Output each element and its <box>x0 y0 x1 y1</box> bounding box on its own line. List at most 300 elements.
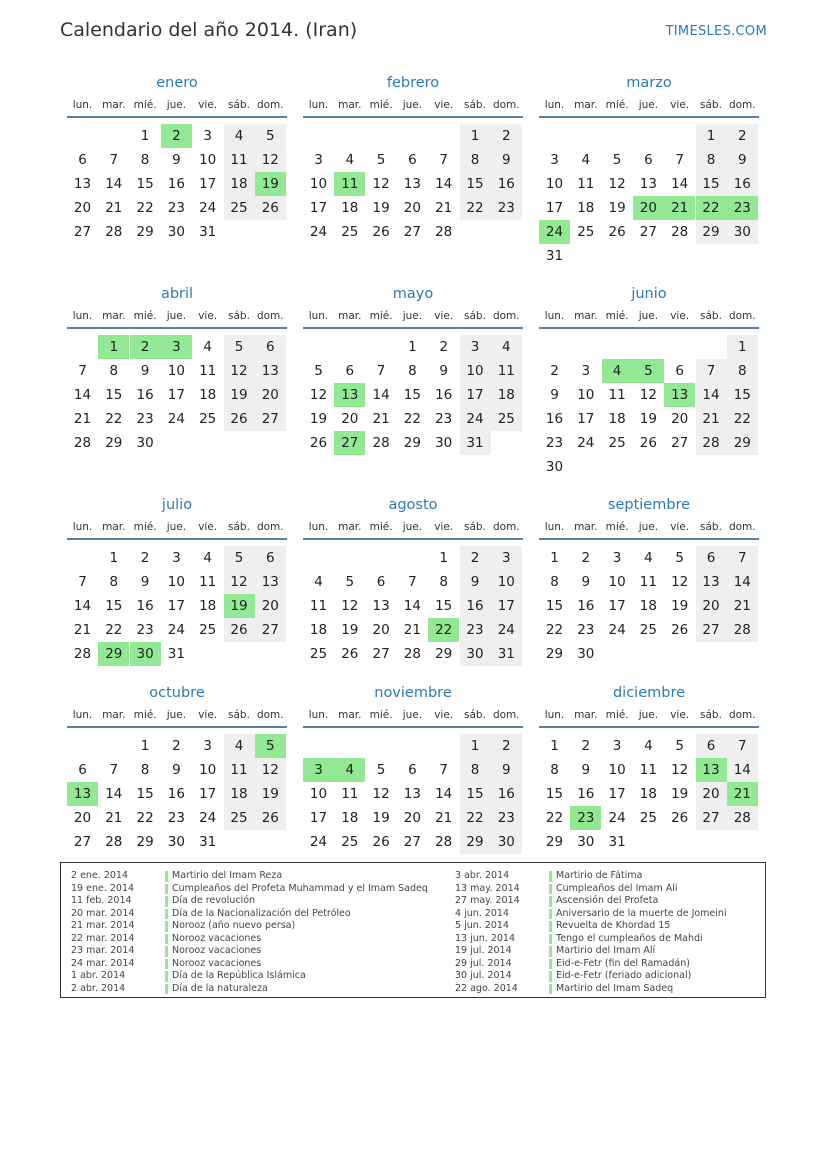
day-cell[interactable]: 31 <box>608 833 626 850</box>
day-cell[interactable]: 15 <box>696 172 727 196</box>
day-cell[interactable]: 15 <box>136 785 154 802</box>
day-cell[interactable]: 1 <box>460 124 491 148</box>
day-cell[interactable]: 30 <box>136 434 154 451</box>
day-cell[interactable]: 11 <box>199 362 217 379</box>
day-cell[interactable]: 17 <box>491 594 522 618</box>
day-cell[interactable]: 21 <box>372 410 390 427</box>
holiday-day-cell[interactable]: 1 <box>98 335 129 359</box>
day-cell[interactable]: 8 <box>696 148 727 172</box>
day-cell[interactable]: 1 <box>439 550 448 566</box>
day-cell[interactable]: 3 <box>314 151 323 168</box>
day-cell[interactable]: 25 <box>491 407 522 431</box>
day-cell[interactable]: 17 <box>309 809 328 826</box>
day-cell[interactable]: 5 <box>612 151 622 168</box>
day-cell[interactable]: 9 <box>550 386 559 403</box>
day-cell[interactable]: 26 <box>309 434 328 451</box>
day-cell[interactable]: 11 <box>608 386 626 403</box>
day-cell[interactable]: 12 <box>608 175 626 192</box>
day-cell[interactable]: 28 <box>73 434 92 451</box>
day-cell[interactable]: 12 <box>671 761 689 778</box>
day-cell[interactable]: 10 <box>608 573 626 590</box>
day-cell[interactable]: 30 <box>577 645 595 662</box>
day-cell[interactable]: 2 <box>491 124 522 148</box>
holiday-day-cell[interactable]: 19 <box>255 172 286 196</box>
day-cell[interactable]: 17 <box>608 785 626 802</box>
day-cell[interactable]: 4 <box>581 151 591 168</box>
day-cell[interactable]: 22 <box>105 621 123 638</box>
day-cell[interactable]: 21 <box>105 809 123 826</box>
day-cell[interactable]: 3 <box>612 738 622 754</box>
day-cell[interactable]: 19 <box>309 410 328 427</box>
holiday-day-cell[interactable]: 20 <box>633 196 664 220</box>
day-cell[interactable]: 16 <box>491 172 522 196</box>
day-cell[interactable]: 29 <box>136 833 154 850</box>
day-cell[interactable]: 9 <box>491 758 522 782</box>
day-cell[interactable]: 23 <box>545 434 564 451</box>
day-cell[interactable]: 11 <box>639 573 657 590</box>
day-cell[interactable]: 7 <box>408 573 417 590</box>
day-cell[interactable]: 10 <box>309 785 328 802</box>
day-cell[interactable]: 10 <box>199 151 217 168</box>
day-cell[interactable]: 3 <box>460 335 491 359</box>
day-cell[interactable]: 9 <box>439 362 448 379</box>
day-cell[interactable]: 24 <box>167 621 185 638</box>
day-cell[interactable]: 8 <box>550 573 559 590</box>
holiday-day-cell[interactable]: 2 <box>161 124 192 148</box>
day-cell[interactable]: 16 <box>136 386 154 403</box>
day-cell[interactable]: 1 <box>140 128 150 144</box>
day-cell[interactable]: 10 <box>608 761 626 778</box>
day-cell[interactable]: 31 <box>199 223 217 240</box>
day-cell[interactable]: 29 <box>545 833 564 850</box>
day-cell[interactable]: 23 <box>577 621 595 638</box>
holiday-day-cell[interactable]: 5 <box>255 734 286 758</box>
holiday-day-cell[interactable]: 11 <box>334 172 365 196</box>
holiday-day-cell[interactable]: 13 <box>67 782 98 806</box>
day-cell[interactable]: 26 <box>255 806 286 830</box>
day-cell[interactable]: 13 <box>403 785 421 802</box>
day-cell[interactable]: 27 <box>255 407 286 431</box>
day-cell[interactable]: 6 <box>376 573 386 590</box>
day-cell[interactable]: 18 <box>608 410 626 427</box>
day-cell[interactable]: 12 <box>309 386 328 403</box>
day-cell[interactable]: 28 <box>435 223 453 240</box>
day-cell[interactable]: 13 <box>73 175 92 192</box>
day-cell[interactable]: 1 <box>727 335 758 359</box>
day-cell[interactable]: 10 <box>545 175 564 192</box>
day-cell[interactable]: 11 <box>639 761 657 778</box>
holiday-day-cell[interactable]: 29 <box>98 642 129 666</box>
day-cell[interactable]: 9 <box>581 573 591 590</box>
holiday-day-cell[interactable]: 13 <box>664 383 695 407</box>
day-cell[interactable]: 4 <box>203 339 212 355</box>
day-cell[interactable]: 26 <box>671 621 689 638</box>
day-cell[interactable]: 21 <box>403 621 421 638</box>
day-cell[interactable]: 4 <box>644 738 653 754</box>
day-cell[interactable]: 16 <box>136 597 154 614</box>
day-cell[interactable]: 7 <box>376 362 386 379</box>
day-cell[interactable]: 18 <box>639 785 657 802</box>
day-cell[interactable]: 23 <box>491 806 522 830</box>
day-cell[interactable]: 28 <box>727 618 758 642</box>
day-cell[interactable]: 4 <box>491 335 522 359</box>
day-cell[interactable]: 21 <box>696 407 727 431</box>
day-cell[interactable]: 23 <box>435 410 453 427</box>
day-cell[interactable]: 6 <box>255 335 286 359</box>
day-cell[interactable]: 2 <box>727 124 758 148</box>
day-cell[interactable]: 23 <box>167 809 185 826</box>
day-cell[interactable]: 28 <box>372 434 390 451</box>
day-cell[interactable]: 31 <box>167 645 185 662</box>
day-cell[interactable]: 27 <box>73 833 92 850</box>
day-cell[interactable]: 27 <box>671 434 689 451</box>
day-cell[interactable]: 7 <box>109 151 119 168</box>
day-cell[interactable]: 18 <box>577 199 595 216</box>
day-cell[interactable]: 11 <box>309 597 328 614</box>
day-cell[interactable]: 9 <box>491 148 522 172</box>
day-cell[interactable]: 3 <box>491 546 522 570</box>
day-cell[interactable]: 2 <box>581 738 591 754</box>
day-cell[interactable]: 13 <box>372 597 390 614</box>
day-cell[interactable]: 8 <box>140 761 150 778</box>
day-cell[interactable]: 16 <box>491 782 522 806</box>
day-cell[interactable]: 24 <box>309 833 328 850</box>
day-cell[interactable]: 1 <box>550 550 559 566</box>
day-cell[interactable]: 21 <box>105 199 123 216</box>
day-cell[interactable]: 12 <box>372 785 390 802</box>
holiday-day-cell[interactable]: 13 <box>334 383 365 407</box>
day-cell[interactable]: 30 <box>167 223 185 240</box>
day-cell[interactable]: 7 <box>439 151 448 168</box>
day-cell[interactable]: 5 <box>314 362 323 379</box>
day-cell[interactable]: 24 <box>608 809 626 826</box>
day-cell[interactable]: 9 <box>727 148 758 172</box>
day-cell[interactable]: 22 <box>136 809 154 826</box>
day-cell[interactable]: 17 <box>167 386 185 403</box>
day-cell[interactable]: 15 <box>136 175 154 192</box>
day-cell[interactable]: 26 <box>372 223 390 240</box>
day-cell[interactable]: 2 <box>460 546 491 570</box>
day-cell[interactable]: 25 <box>639 621 657 638</box>
day-cell[interactable]: 24 <box>608 621 626 638</box>
day-cell[interactable]: 18 <box>224 172 255 196</box>
day-cell[interactable]: 13 <box>696 570 727 594</box>
day-cell[interactable]: 16 <box>545 410 564 427</box>
day-cell[interactable]: 17 <box>167 597 185 614</box>
day-cell[interactable]: 5 <box>255 124 286 148</box>
day-cell[interactable]: 7 <box>109 761 119 778</box>
day-cell[interactable]: 11 <box>491 359 522 383</box>
day-cell[interactable]: 1 <box>140 738 150 754</box>
day-cell[interactable]: 7 <box>78 362 87 379</box>
day-cell[interactable]: 14 <box>435 785 453 802</box>
day-cell[interactable]: 5 <box>224 335 255 359</box>
day-cell[interactable]: 15 <box>105 386 123 403</box>
day-cell[interactable]: 22 <box>403 410 421 427</box>
day-cell[interactable]: 6 <box>78 151 87 168</box>
day-cell[interactable]: 8 <box>460 758 491 782</box>
day-cell[interactable]: 13 <box>255 570 286 594</box>
holiday-day-cell[interactable]: 21 <box>664 196 695 220</box>
day-cell[interactable]: 9 <box>581 761 591 778</box>
day-cell[interactable]: 5 <box>675 550 684 566</box>
day-cell[interactable]: 14 <box>727 570 758 594</box>
holiday-day-cell[interactable]: 21 <box>727 782 758 806</box>
day-cell[interactable]: 29 <box>545 645 564 662</box>
day-cell[interactable]: 7 <box>727 546 758 570</box>
day-cell[interactable]: 14 <box>372 386 390 403</box>
day-cell[interactable]: 28 <box>73 645 92 662</box>
day-cell[interactable]: 16 <box>167 785 185 802</box>
day-cell[interactable]: 30 <box>167 833 185 850</box>
day-cell[interactable]: 7 <box>439 761 448 778</box>
day-cell[interactable]: 19 <box>671 597 689 614</box>
day-cell[interactable]: 7 <box>78 573 87 590</box>
day-cell[interactable]: 7 <box>727 734 758 758</box>
day-cell[interactable]: 14 <box>696 383 727 407</box>
day-cell[interactable]: 9 <box>460 570 491 594</box>
day-cell[interactable]: 5 <box>675 738 684 754</box>
day-cell[interactable]: 2 <box>439 339 448 355</box>
day-cell[interactable]: 22 <box>545 621 564 638</box>
day-cell[interactable]: 23 <box>136 621 154 638</box>
day-cell[interactable]: 30 <box>460 642 491 666</box>
holiday-day-cell[interactable]: 3 <box>161 335 192 359</box>
day-cell[interactable]: 15 <box>435 597 453 614</box>
day-cell[interactable]: 26 <box>224 618 255 642</box>
day-cell[interactable]: 24 <box>199 809 217 826</box>
day-cell[interactable]: 26 <box>608 223 626 240</box>
day-cell[interactable]: 14 <box>73 597 92 614</box>
day-cell[interactable]: 14 <box>403 597 421 614</box>
day-cell[interactable]: 8 <box>408 362 417 379</box>
day-cell[interactable]: 19 <box>639 410 657 427</box>
day-cell[interactable]: 19 <box>608 199 626 216</box>
day-cell[interactable]: 13 <box>403 175 421 192</box>
day-cell[interactable]: 14 <box>727 758 758 782</box>
day-cell[interactable]: 1 <box>109 550 119 566</box>
day-cell[interactable]: 4 <box>203 550 212 566</box>
day-cell[interactable]: 10 <box>491 570 522 594</box>
day-cell[interactable]: 27 <box>403 833 421 850</box>
holiday-day-cell[interactable]: 4 <box>334 758 365 782</box>
day-cell[interactable]: 27 <box>255 618 286 642</box>
holiday-day-cell[interactable]: 23 <box>570 806 601 830</box>
day-cell[interactable]: 9 <box>172 761 181 778</box>
day-cell[interactable]: 14 <box>435 175 453 192</box>
day-cell[interactable]: 20 <box>372 621 390 638</box>
day-cell[interactable]: 19 <box>372 199 390 216</box>
day-cell[interactable]: 29 <box>727 431 758 455</box>
day-cell[interactable]: 28 <box>105 833 123 850</box>
day-cell[interactable]: 30 <box>545 458 564 475</box>
day-cell[interactable]: 12 <box>255 758 286 782</box>
day-cell[interactable]: 18 <box>224 782 255 806</box>
day-cell[interactable]: 26 <box>372 833 390 850</box>
day-cell[interactable]: 2 <box>140 550 150 566</box>
day-cell[interactable]: 17 <box>199 785 217 802</box>
day-cell[interactable]: 10 <box>460 359 491 383</box>
day-cell[interactable]: 23 <box>167 199 185 216</box>
day-cell[interactable]: 15 <box>105 597 123 614</box>
day-cell[interactable]: 25 <box>199 410 217 427</box>
day-cell[interactable]: 21 <box>727 594 758 618</box>
day-cell[interactable]: 12 <box>639 386 657 403</box>
day-cell[interactable]: 19 <box>671 785 689 802</box>
day-cell[interactable]: 18 <box>341 199 359 216</box>
day-cell[interactable]: 13 <box>639 175 657 192</box>
day-cell[interactable]: 1 <box>460 734 491 758</box>
day-cell[interactable]: 6 <box>644 151 653 168</box>
day-cell[interactable]: 26 <box>341 645 359 662</box>
day-cell[interactable]: 28 <box>671 223 689 240</box>
day-cell[interactable]: 24 <box>199 199 217 216</box>
day-cell[interactable]: 11 <box>224 758 255 782</box>
day-cell[interactable]: 1 <box>408 339 417 355</box>
day-cell[interactable]: 28 <box>696 431 727 455</box>
day-cell[interactable]: 28 <box>727 806 758 830</box>
day-cell[interactable]: 2 <box>550 362 559 379</box>
holiday-day-cell[interactable]: 13 <box>696 758 727 782</box>
day-cell[interactable]: 18 <box>639 597 657 614</box>
day-cell[interactable]: 25 <box>577 223 595 240</box>
day-cell[interactable]: 25 <box>639 809 657 826</box>
day-cell[interactable]: 9 <box>140 573 150 590</box>
day-cell[interactable]: 18 <box>341 809 359 826</box>
day-cell[interactable]: 4 <box>314 573 323 590</box>
day-cell[interactable]: 20 <box>341 410 359 427</box>
day-cell[interactable]: 24 <box>460 407 491 431</box>
day-cell[interactable]: 20 <box>73 199 92 216</box>
day-cell[interactable]: 25 <box>199 621 217 638</box>
day-cell[interactable]: 17 <box>608 597 626 614</box>
day-cell[interactable]: 25 <box>224 196 255 220</box>
day-cell[interactable]: 29 <box>136 223 154 240</box>
day-cell[interactable]: 5 <box>376 761 386 778</box>
day-cell[interactable]: 31 <box>460 431 491 455</box>
day-cell[interactable]: 20 <box>255 594 286 618</box>
day-cell[interactable]: 22 <box>136 199 154 216</box>
day-cell[interactable]: 21 <box>73 410 92 427</box>
day-cell[interactable]: 24 <box>309 223 328 240</box>
day-cell[interactable]: 16 <box>577 597 595 614</box>
day-cell[interactable]: 27 <box>639 223 657 240</box>
day-cell[interactable]: 8 <box>439 573 448 590</box>
holiday-day-cell[interactable]: 4 <box>602 359 633 383</box>
day-cell[interactable]: 20 <box>696 594 727 618</box>
day-cell[interactable]: 13 <box>255 359 286 383</box>
day-cell[interactable]: 14 <box>105 175 123 192</box>
day-cell[interactable]: 20 <box>403 809 421 826</box>
day-cell[interactable]: 27 <box>696 618 727 642</box>
day-cell[interactable]: 4 <box>224 734 255 758</box>
day-cell[interactable]: 18 <box>199 597 217 614</box>
holiday-day-cell[interactable]: 2 <box>130 335 161 359</box>
day-cell[interactable]: 22 <box>460 806 491 830</box>
day-cell[interactable]: 15 <box>403 386 421 403</box>
day-cell[interactable]: 2 <box>491 734 522 758</box>
day-cell[interactable]: 21 <box>435 809 453 826</box>
day-cell[interactable]: 28 <box>435 833 453 850</box>
day-cell[interactable]: 17 <box>309 199 328 216</box>
day-cell[interactable]: 18 <box>309 621 328 638</box>
day-cell[interactable]: 7 <box>675 151 684 168</box>
day-cell[interactable]: 6 <box>78 761 87 778</box>
day-cell[interactable]: 30 <box>491 830 522 854</box>
day-cell[interactable]: 7 <box>696 359 727 383</box>
day-cell[interactable]: 12 <box>341 597 359 614</box>
day-cell[interactable]: 6 <box>696 546 727 570</box>
day-cell[interactable]: 12 <box>372 175 390 192</box>
day-cell[interactable]: 3 <box>172 550 181 566</box>
holiday-day-cell[interactable]: 22 <box>696 196 727 220</box>
holiday-day-cell[interactable]: 3 <box>303 758 334 782</box>
day-cell[interactable]: 21 <box>73 621 92 638</box>
day-cell[interactable]: 26 <box>224 407 255 431</box>
day-cell[interactable]: 12 <box>671 573 689 590</box>
day-cell[interactable]: 24 <box>167 410 185 427</box>
day-cell[interactable]: 6 <box>408 151 417 168</box>
day-cell[interactable]: 14 <box>73 386 92 403</box>
day-cell[interactable]: 19 <box>341 621 359 638</box>
day-cell[interactable]: 19 <box>255 782 286 806</box>
day-cell[interactable]: 30 <box>577 833 595 850</box>
day-cell[interactable]: 19 <box>224 383 255 407</box>
day-cell[interactable]: 24 <box>577 434 595 451</box>
day-cell[interactable]: 20 <box>255 383 286 407</box>
day-cell[interactable]: 17 <box>545 199 564 216</box>
day-cell[interactable]: 25 <box>608 434 626 451</box>
day-cell[interactable]: 17 <box>199 175 217 192</box>
day-cell[interactable]: 20 <box>73 809 92 826</box>
day-cell[interactable]: 5 <box>345 573 355 590</box>
day-cell[interactable]: 19 <box>372 809 390 826</box>
day-cell[interactable]: 18 <box>491 383 522 407</box>
day-cell[interactable]: 27 <box>372 645 390 662</box>
day-cell[interactable]: 10 <box>577 386 595 403</box>
day-cell[interactable]: 6 <box>675 362 684 379</box>
day-cell[interactable]: 8 <box>727 359 758 383</box>
holiday-day-cell[interactable]: 22 <box>428 618 459 642</box>
day-cell[interactable]: 2 <box>172 738 181 754</box>
day-cell[interactable]: 28 <box>403 645 421 662</box>
day-cell[interactable]: 3 <box>550 151 559 168</box>
day-cell[interactable]: 15 <box>727 383 758 407</box>
day-cell[interactable]: 25 <box>224 806 255 830</box>
day-cell[interactable]: 10 <box>167 573 185 590</box>
day-cell[interactable]: 3 <box>203 738 212 754</box>
day-cell[interactable]: 25 <box>341 833 359 850</box>
day-cell[interactable]: 31 <box>545 247 564 264</box>
day-cell[interactable]: 8 <box>140 151 150 168</box>
day-cell[interactable]: 17 <box>577 410 595 427</box>
day-cell[interactable]: 20 <box>403 199 421 216</box>
day-cell[interactable]: 8 <box>109 362 119 379</box>
holiday-day-cell[interactable]: 24 <box>539 220 570 244</box>
day-cell[interactable]: 5 <box>224 546 255 570</box>
day-cell[interactable]: 20 <box>696 782 727 806</box>
day-cell[interactable]: 21 <box>435 199 453 216</box>
day-cell[interactable]: 16 <box>460 594 491 618</box>
day-cell[interactable]: 25 <box>341 223 359 240</box>
day-cell[interactable]: 29 <box>460 830 491 854</box>
day-cell[interactable]: 31 <box>491 642 522 666</box>
day-cell[interactable]: 3 <box>612 550 622 566</box>
day-cell[interactable]: 8 <box>460 148 491 172</box>
day-cell[interactable]: 16 <box>577 785 595 802</box>
day-cell[interactable]: 23 <box>491 196 522 220</box>
day-cell[interactable]: 15 <box>545 597 564 614</box>
